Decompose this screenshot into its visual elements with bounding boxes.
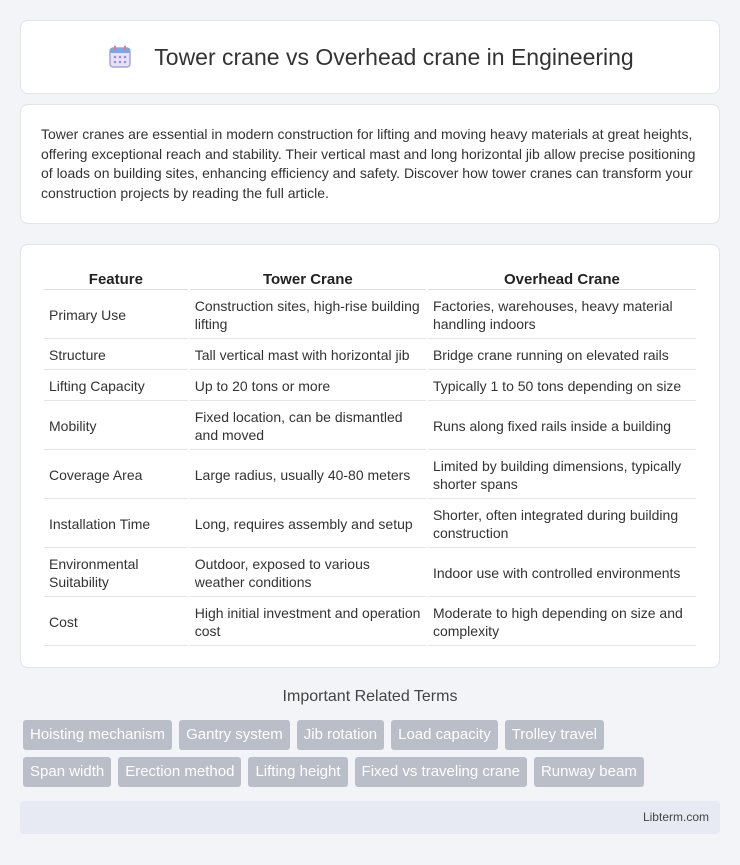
feature-cell: Primary Use xyxy=(44,292,188,339)
tag-runway-beam[interactable]: Runway beam xyxy=(534,757,644,787)
overhead-crane-cell: Typically 1 to 50 tons depending on size xyxy=(428,372,696,401)
table-row xyxy=(44,292,696,339)
feature-cell: Lifting Capacity xyxy=(44,372,188,401)
tower-crane-cell: Long, requires assembly and setup xyxy=(190,501,426,548)
tag-trolley-travel[interactable]: Trolley travel xyxy=(505,720,604,750)
overhead-crane-cell: Moderate to high depending on size and complexity xyxy=(428,599,696,646)
tag-row xyxy=(23,757,723,787)
table-row xyxy=(44,452,696,499)
tag-hoisting-mechanism[interactable]: Hoisting mechanism xyxy=(23,720,172,750)
table-row xyxy=(44,403,696,450)
tag-row xyxy=(23,720,723,750)
overhead-crane-cell: Shorter, often integrated during building construction xyxy=(428,501,696,548)
overhead-crane-cell: Bridge crane running on elevated rails xyxy=(428,341,696,370)
comparison-table xyxy=(42,265,698,648)
tag-fixed-vs-traveling-crane[interactable]: Fixed vs traveling crane xyxy=(355,757,527,787)
overhead-crane-cell: Limited by building dimensions, typically shorter spans xyxy=(428,452,696,499)
tower-crane-cell: Outdoor, exposed to various weather conditions xyxy=(190,550,426,597)
tag-lifting-height[interactable]: Lifting height xyxy=(248,757,347,787)
tower-crane-cell: Up to 20 tons or more xyxy=(190,372,426,401)
tag-erection-method[interactable]: Erection method xyxy=(118,757,241,787)
page-title: Tower crane vs Overhead crane in Engineering xyxy=(154,43,634,70)
related-terms-title: Important Related Terms xyxy=(282,688,458,705)
feature-cell: Environmental Suitability xyxy=(44,550,188,597)
footer-site-link[interactable]: Libterm.com xyxy=(642,810,709,824)
related-terms-list xyxy=(23,720,723,794)
table-row xyxy=(44,372,696,401)
tower-crane-cell: Construction sites, high-rise building lifting xyxy=(190,292,426,339)
tower-crane-cell: High initial investment and operation cost xyxy=(190,599,426,646)
table-row xyxy=(44,599,696,646)
header-feature: Feature xyxy=(44,267,188,290)
feature-cell: Mobility xyxy=(44,403,188,450)
tag-gantry-system[interactable]: Gantry system xyxy=(179,720,290,750)
feature-cell: Installation Time xyxy=(44,501,188,548)
intro-paragraph: Tower cranes are essential in modern construction for lifting and moving heavy materials at great heights, offering exceptional reach and stability. Their vertical mast and long horizontal jib allow precise positioning of loads on building sites, enhancing efficiency and safety. Discover how tower cranes can transform your construction projects by reading the full article. xyxy=(41,126,696,201)
comparison-card xyxy=(20,244,720,668)
table-row xyxy=(44,550,696,597)
tower-crane-cell: Large radius, usually 40-80 meters xyxy=(190,452,426,499)
overhead-crane-cell: Factories, warehouses, heavy material handling indoors xyxy=(428,292,696,339)
tower-crane-cell: Fixed location, can be dismantled and moved xyxy=(190,403,426,450)
footer xyxy=(20,801,720,834)
header-overhead-crane: Overhead Crane xyxy=(428,267,696,290)
tag-jib-rotation[interactable]: Jib rotation xyxy=(297,720,384,750)
feature-cell: Cost xyxy=(44,599,188,646)
tag-load-capacity[interactable]: Load capacity xyxy=(391,720,498,750)
feature-cell: Structure xyxy=(44,341,188,370)
table-row xyxy=(44,341,696,370)
title-card xyxy=(20,20,720,94)
feature-cell: Coverage Area xyxy=(44,452,188,499)
overhead-crane-cell: Indoor use with controlled environments xyxy=(428,550,696,597)
header-tower-crane: Tower Crane xyxy=(190,267,426,290)
overhead-crane-cell: Runs along fixed rails inside a building xyxy=(428,403,696,450)
table-header-row xyxy=(44,267,696,290)
intro-card xyxy=(20,104,720,224)
calendar-icon xyxy=(106,43,134,71)
tag-span-width[interactable]: Span width xyxy=(23,757,111,787)
tower-crane-cell: Tall vertical mast with horizontal jib xyxy=(190,341,426,370)
table-row xyxy=(44,501,696,548)
